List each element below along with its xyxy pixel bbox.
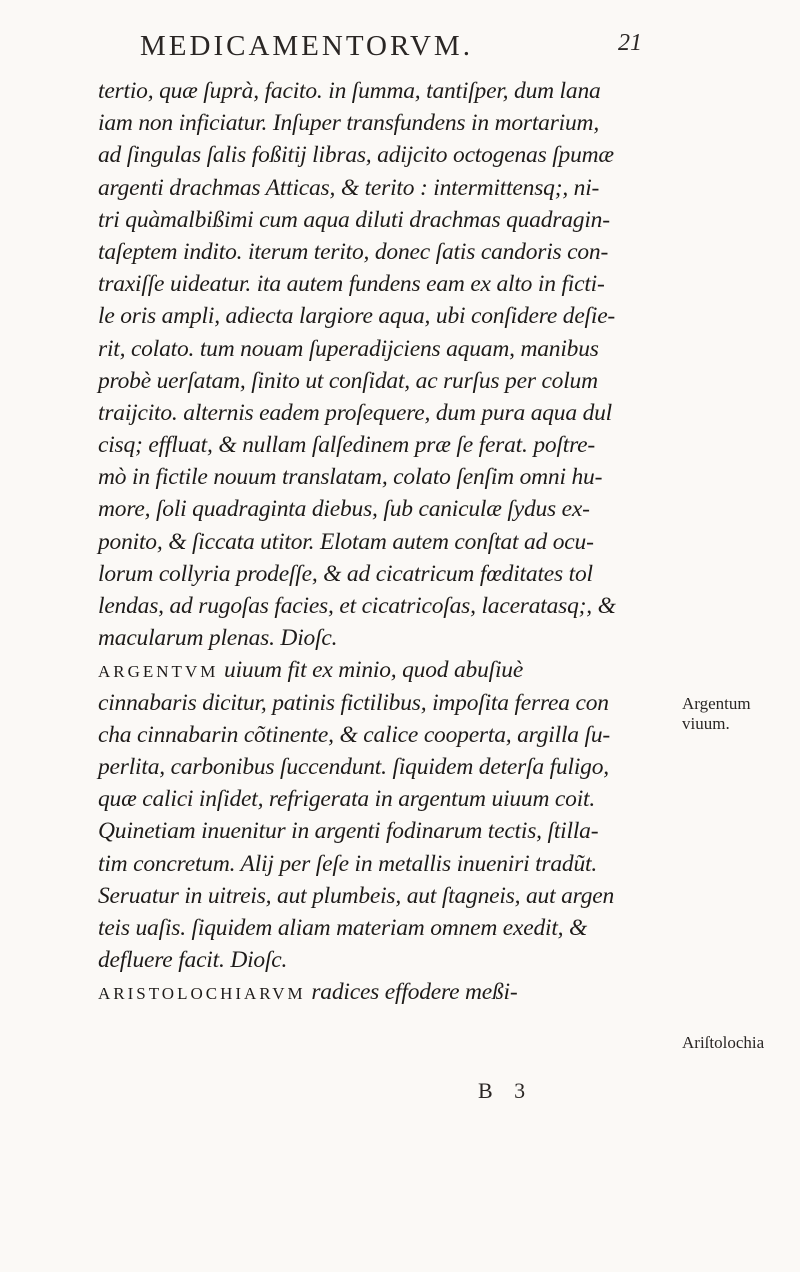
text-line: macularum plenas. Dioſc. [98,625,338,652]
section-keyword: ARGENTVM [98,662,219,682]
text-line: tertio, quæ ſuprà, facito. in ſumma, tantiſper, dum lana [98,78,601,104]
section-keyword: ARISTOLOCHIARVM [98,984,306,1004]
margin-note-line: viuum. [682,714,730,733]
margin-note-argentum [682,694,751,734]
text-line: traijcito. alternis eadem proſequere, dum pura aqua dul [98,399,612,426]
text-line: teis uaſis. ſiquidem aliam materiam omnem exedit, & [98,914,588,941]
running-head: MEDICAMENTORVM. [140,30,473,62]
text-line: Seruatur in uitreis, aut plumbeis, aut ſtagneis, aut argen [98,882,615,909]
text-line: cha cinnabarin cõtinente, & calice cooperta, argilla ſu- [98,721,610,748]
text-line: lorum collyria prodeſſe, & ad cicatricum fœditates tol [98,560,593,587]
text-line: more, ſoli quadraginta diebus, ſub caniculæ ſydus ex- [98,496,590,523]
page-number: 21 [618,30,642,56]
text-line: Quinetiam inuenitur in argenti fodinarum tectis, ſtilla- [98,818,599,845]
text-line: rit, colato. tum nouam ſuperadijciens aquam, manibus [98,335,599,362]
margin-note-aristolochia: Ariſtolochia [682,1033,765,1052]
body-text [98,75,678,1008]
text-line: lendas, ad rugoſas facies, et cicatricoſas, laceratasq;, & [98,593,616,619]
text-line: defluere facit. Dioſc. [98,947,288,974]
section-start-aristolochia: ARISTOLOCHIARVM radices effodere meßi- [98,979,518,1006]
section-start-argentum: ARGENTVM uiuum fit ex minio, quod abuſiuè [98,657,524,684]
text-line: le oris ampli, adiecta largiore aqua, ubi conſidere deſie- [98,303,616,330]
text-line: probè uerſatam, ſinito ut conſidat, ac rurſus per colum [98,367,598,394]
text-line: quæ calici inſidet, refrigerata in argentum uiuum coit. [98,786,596,813]
text-line: iam non inficiatur. Inſuper transfundens in mortarium, [98,110,599,137]
text-line: tri quàmalbißimi cum aqua diluti drachmas quadragin- [98,206,610,233]
text-line: ponito, & ſiccata utitor. Elotam autem conſtat ad ocu- [98,528,594,555]
margin-note-line: Argentum [682,694,751,713]
text-line: taſeptem indito. iterum terito, donec ſatis candoris con- [98,238,609,265]
text-line: traxiſſe uideatur. ita autem fundens eam ex alto in ficti- [98,271,605,298]
text-line: mò in fictile nouum translatam, colato ſenſim omni hu- [98,464,603,491]
text-line: ad ſingulas ſalis foßitij libras, adijcito octogenas ſpumæ [98,142,614,169]
text-line: cinnabaris dicitur, patinis fictilibus, impoſita ferrea con [98,689,609,716]
signature-mark: B 3 [478,1078,534,1103]
text-line: perlita, carbonibus ſuccendunt. ſiquidem deterſa fuligo, [98,753,609,780]
text-line: cisq; effluat, & nullam ſalſedinem præ ſe ferat. poſtre- [98,432,596,459]
text-line: tim concretum. Alij per ſeſe in metallis inueniri tradũt. [98,850,598,877]
text-line: argenti drachmas Atticas, & terito : intermittensq;, ni- [98,174,600,201]
